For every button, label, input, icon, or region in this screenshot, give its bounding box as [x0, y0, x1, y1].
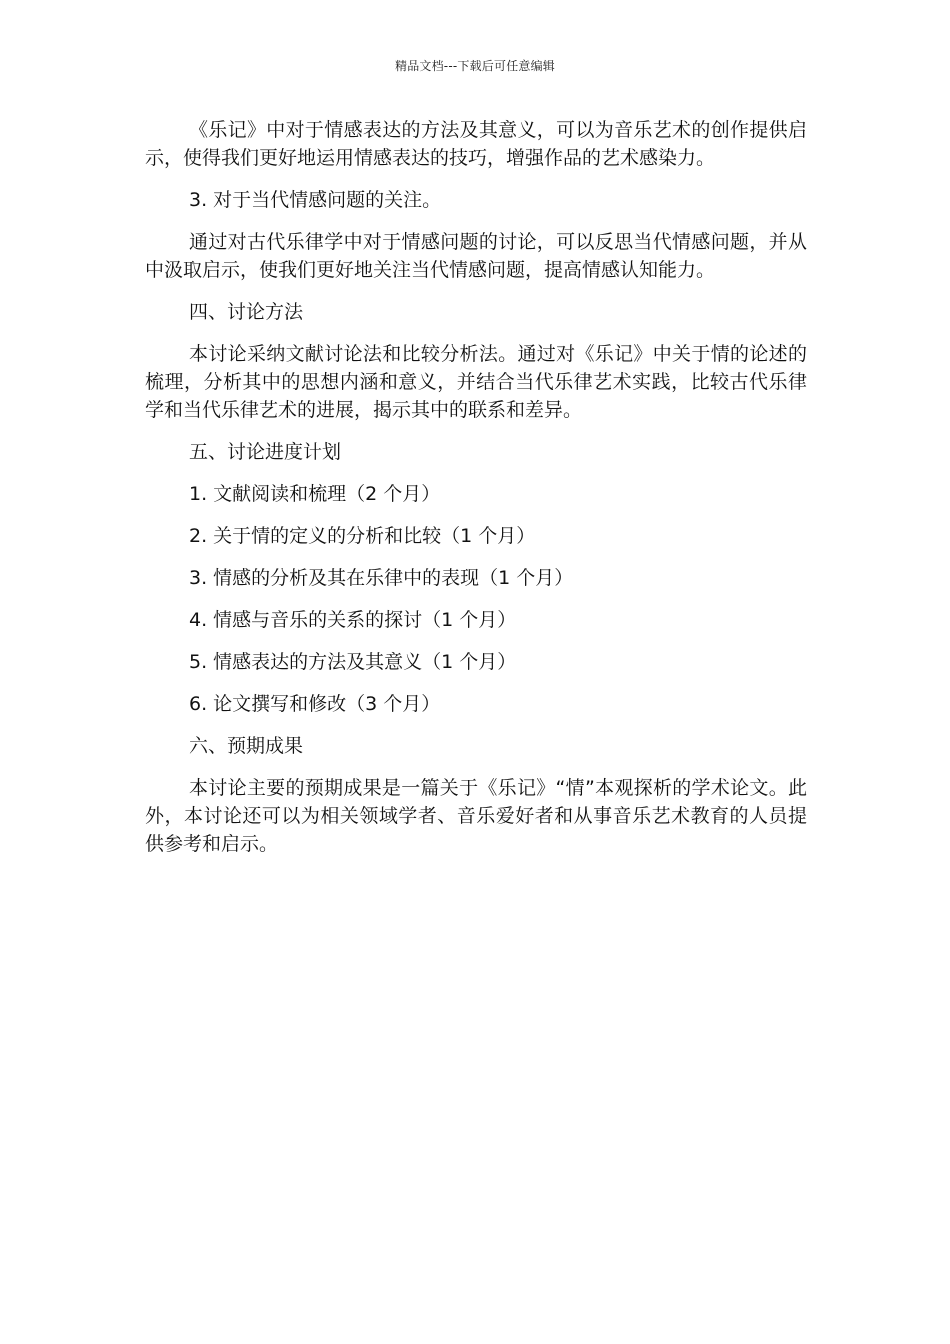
paragraph-expected-results: 本讨论主要的预期成果是一篇关于《乐记》“情”本观探析的学术论文。此外，本讨论还可以为相关领域学者、音乐爱好者和从事音乐艺术教育的人员提供参考和启示。 — [145, 777, 807, 855]
section-heading-methods: 四、讨论方法 — [189, 301, 304, 323]
schedule-item-4: 4. 情感与音乐的关系的探讨（1 个月） — [189, 609, 517, 631]
schedule-item-5: 5. 情感表达的方法及其意义（1 个月） — [189, 651, 517, 673]
schedule-item-2: 2. 关于情的定义的分析和比较（1 个月） — [189, 525, 536, 547]
page-header: 精品文档---下载后可任意编辑 — [395, 59, 555, 73]
schedule-item-3: 3. 情感的分析及其在乐律中的表现（1 个月） — [189, 567, 574, 589]
paragraph-intro-inspiration: 《乐记》中对于情感表达的方法及其意义，可以为音乐艺术的创作提供启示，使得我们更好地运用情感表达的技巧，增强作品的艺术感染力。 — [145, 119, 807, 169]
paragraph-methods: 本讨论采纳文献讨论法和比较分析法。通过对《乐记》中关于情的论述的梳理，分析其中的思想内涵和意义，并结合当代乐律艺术实践，比较古代乐律学和当代乐律艺术的进展，揭示其中的联系和差异。 — [145, 343, 807, 421]
section-heading-expected-results: 六、预期成果 — [189, 735, 304, 757]
section-heading-schedule: 五、讨论进度计划 — [189, 441, 342, 463]
document-body — [145, 116, 807, 872]
list-item-contemporary-concern: 3. 对于当代情感问题的关注。 — [189, 189, 442, 211]
paragraph-contemporary-reflection: 通过对古代乐律学中对于情感问题的讨论，可以反思当代情感问题，并从中汲取启示，使我们更好地关注当代情感问题，提高情感认知能力。 — [145, 231, 807, 281]
schedule-item-1: 1. 文献阅读和梳理（2 个月） — [189, 483, 441, 505]
schedule-item-6: 6. 论文撰写和修改（3 个月） — [189, 693, 441, 715]
